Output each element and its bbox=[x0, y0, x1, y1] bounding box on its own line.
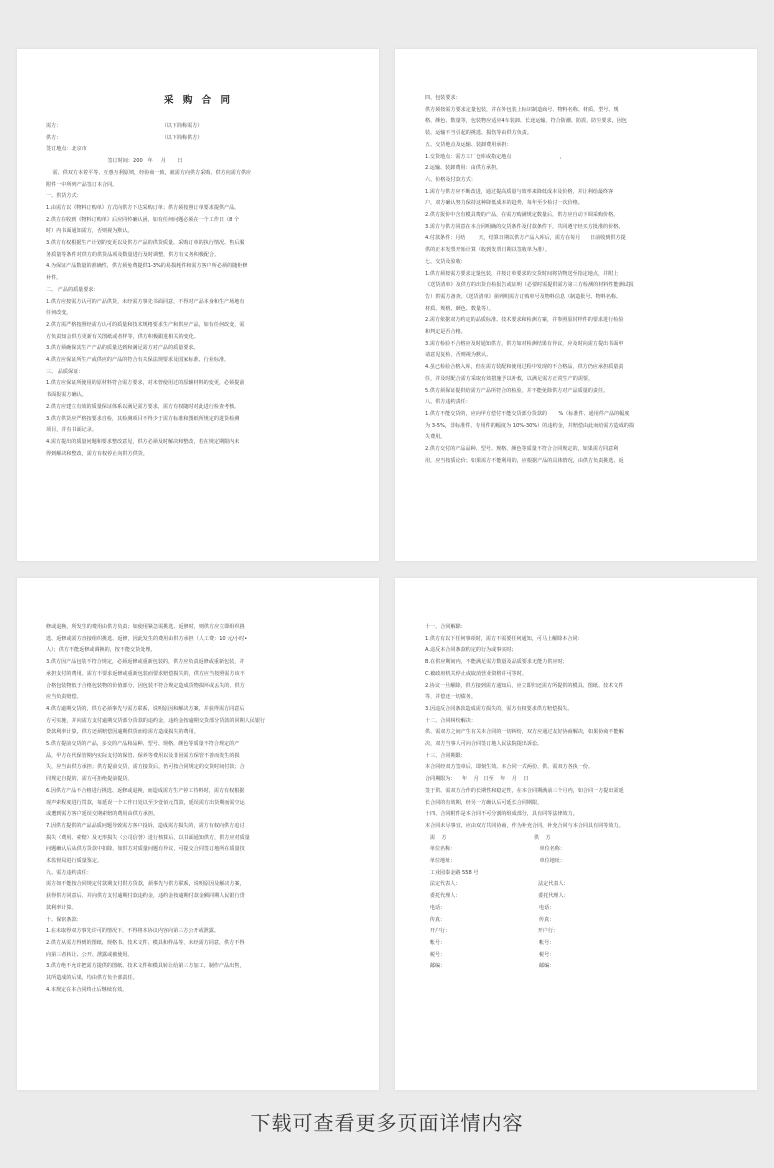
text-line: 损失（费用、索赔）及无形损失（公司信誉）进行核算后，以书面通知供方，供方应对质量 bbox=[46, 834, 250, 841]
document-page-3 bbox=[17, 578, 379, 1090]
text-line: 需 方 供 方 bbox=[425, 834, 551, 841]
text-line: 合格包装物低于合格包装物的价值部分，因包装不符合规定造成货物损坏或丢失的，供方 bbox=[46, 682, 245, 689]
text-line: 承担支付的费用。需方不要求返修或重新包装而要求赔偿损失的，供方应当按照需方该不 bbox=[46, 670, 245, 677]
text-line: 《送货清单》及供方的出货自检报告或证明（必要时需提供需方第三方检测的材料性能测试报 bbox=[425, 282, 634, 289]
text-line: 1.供方须按需方要求定量包装，并按订单要求的交货时间将货物送至指定地点，并附上 bbox=[425, 270, 619, 277]
text-line: 失，应当由供方承担；供方提前交货，需方接货后，仍可按合同规定的交货时间付款；合 bbox=[46, 764, 245, 771]
text-line: 项目，并有书面记录。 bbox=[46, 427, 97, 434]
text-line: 二、 产品的质量要求： bbox=[46, 286, 99, 293]
text-line: 任，并及时配合需方采取有效措施予以补救，以满足需方正常生产的需要。 bbox=[425, 375, 594, 382]
text-line: 三、 品质保证： bbox=[46, 368, 84, 375]
text-line: 4.需方提出的质量问题和要求整改意见，供方必须及时解决和整改，若在规定期限内未 bbox=[46, 438, 240, 445]
contract-title: 采 购 合 同 bbox=[164, 95, 233, 106]
text-line: 用，应当按质论价；如果需方不能利用的，应根据产品的具体情况，由供方负责挑选、返 bbox=[425, 457, 624, 464]
text-line: 1.供方应保证所使用的原材料符合需方要求，对未曾使用过的原辅材料的变更，必须提前 bbox=[46, 380, 245, 387]
text-line: 一、供货方式： bbox=[46, 193, 82, 200]
text-line: 2.供方交付的产品品种、型号、规格、颜色等质量不符合合同规定的，如果需方同意利 bbox=[425, 446, 619, 453]
text-line: 人）；供方不能返修或调换的，按不能交货处理。 bbox=[46, 647, 156, 654]
text-line: 3.需方检验不合格应及时通知供方，供方如对检测结果有异议，应及时向需方提出书面申 bbox=[425, 340, 624, 347]
text-line: 4.本规定在本合同终止后继续有效。 bbox=[46, 986, 128, 993]
text-line: 供的正本发票开始计算（收到发票日期以签收单为准）。 bbox=[425, 247, 550, 254]
text-line: 贷款利率计算，供方还须赔偿因逾期供货而给需方造成损失的费用。 bbox=[46, 729, 199, 736]
document-page-4 bbox=[395, 578, 757, 1090]
text-line: 修或退换，所发生的费用由供方负责；如使用紧急需挑选、返修时，则供方应立即组织挑 bbox=[46, 624, 245, 630]
text-line: 1.供方有以下任何事项时，需方不需要任何通知，可马上解除本合同： bbox=[425, 635, 583, 642]
text-line: 3.需方与供方同意在本合同明确的交货条件及付款条件下，共同遵守经买方批准的价格。 bbox=[425, 223, 624, 230]
text-line: 户，双方确认努力保持这种降低成本的趋势，每年至少检讨一次价格。 bbox=[425, 200, 583, 207]
download-more-caption[interactable]: 下载可查看更多页面详情内容 bbox=[250, 1111, 524, 1135]
text-line: 3.因违反合同条款造成需方损失的，需方有权要求供方赔偿损失。 bbox=[425, 705, 573, 712]
text-line: 邮编： 邮编： bbox=[425, 963, 555, 970]
text-line: 获得供方同意后，并向供方支付逾期付款违约金，违约金按逾期付款金额同期人民银行贷 bbox=[46, 893, 245, 900]
text-line: 问题确认后从供方货款中扣除，如供方对质量问题有异议，可提交合同签订地所在质量技 bbox=[46, 846, 245, 853]
text-line: 4.供方应保证所生产或供应的产品的符合有关保法规要求及国家标准、行业标准。 bbox=[46, 357, 230, 364]
document-page-1 bbox=[17, 49, 379, 561]
text-line: 签订地点：北京市 bbox=[46, 146, 87, 153]
text-line: 应当负责赔偿。 bbox=[46, 694, 82, 701]
text-line: 3.供方须确保其生产产品的质量达到和满足需方对产品的质量要求。 bbox=[46, 345, 199, 352]
text-line: 装、运输不当引起的挑选、损伤等由供方负责。 bbox=[425, 130, 532, 137]
text-line: 1.由需方以《物料订购单》方式向供方下达采购订单；供方须按照订单要求提供产品。 bbox=[46, 204, 240, 211]
text-line: 5.供方须保证提供给需方产品所符合的检验，并不能免除供方对产品质量的责任。 bbox=[425, 387, 609, 394]
text-line: 九、需方违约责任： bbox=[46, 869, 92, 876]
text-line: 失费用。 bbox=[425, 434, 446, 441]
text-line: 本合同未尽事宜，应由双方共同协商，作为补充合同，补充合同与本合同具有同等效力。 bbox=[425, 822, 624, 829]
text-line: 决，双方当事人可向合同签订地人民法院提出诉讼。 bbox=[425, 741, 543, 748]
text-line: 其所造成的后果，均由供方负全部责任。 bbox=[46, 975, 138, 982]
text-line: 为 3-5%，非标准件、专用件的幅度为 10%-30%）的违约金，并赔偿由此而给需方造成的损 bbox=[425, 422, 634, 429]
text-line: 签订时间：200 年 月 日 bbox=[46, 158, 183, 165]
text-line: 八、供方违约责任： bbox=[425, 399, 471, 406]
text-line: 2.供方在收到《物料订购单》后应同传确认函，如有任何问题必须在一个工作日（8 个 bbox=[46, 216, 240, 223]
text-line: 传真： 传真： bbox=[425, 916, 555, 923]
text-line: 供方须按需方要求定量包装，并在外包装上标识制造商号、物料名称、材质、型号、规 bbox=[425, 106, 619, 113]
text-line: 本合同经双方签章后，即刻生效。本合同一式两份，供、需双方各执一份。 bbox=[425, 764, 594, 771]
text-line: 向第三者转让、公开、泄露或被使用。 bbox=[46, 951, 133, 958]
text-line: 十三、合同期限： bbox=[425, 752, 466, 759]
document-page-2 bbox=[395, 49, 757, 561]
text-line: 术监督局进行质量鉴定。 bbox=[46, 858, 103, 865]
text-line: 2.供方需严格按照经需方认可的质量和技术规格要求生产和供应产品，如有任何改变，需 bbox=[46, 321, 245, 328]
text-line: 需方如不能按合同规定付款期支付供方货款，须事先与供方联系，说明原因及解决方案， bbox=[46, 881, 245, 888]
text-line: 时）内书面通知需方，否则视为默认。 bbox=[46, 228, 133, 235]
text-line: 供方： （以下简称供方） bbox=[46, 134, 203, 141]
text-line: 1.在未取得双方事先许可的情况下，不得将本协议内容向第三方公开或泄露。 bbox=[46, 928, 219, 935]
text-line: 2.供方报价中含有模具费的产品，在需方购满规定数量后，供方应自动下调采购价格。 bbox=[425, 212, 619, 219]
text-line: 3.供方因产品包装不符合规定，必须返修或重新包装的，供方应负责返修或重新包装，并 bbox=[46, 659, 245, 666]
text-line: 格、颜色、数量等，包装物应适应4车装卸、长途运输、符合防潮、防震、防尘要求，因包 bbox=[425, 118, 627, 125]
text-line: 七、交货及验收： bbox=[425, 258, 466, 265]
text-line: 6.因供方产品不合格进行挑选、返修或退换，而造成需方生产停工待料时，需方有权根据 bbox=[46, 787, 245, 794]
text-line: 2.供方应建立有效的质量保证体系以满足需方要求，需方有权随时对此进行检查考核。 bbox=[46, 403, 240, 410]
text-line: 选、返修或需方直接组织挑选、返修，因此发生的费用由供方承担（人工费：10 元/小时• bbox=[46, 635, 248, 642]
text-line: 需、供双方本着平等、互惠互利原则，经协商一致，就需方向供方采购、供方向需方供应 bbox=[46, 169, 252, 176]
text-line: 工业园泰金路 558 号 bbox=[425, 869, 479, 876]
text-line: 四、包装要求： bbox=[425, 95, 461, 101]
text-line: 4.供方逾期交货的，供方必须事先与需方联系，说明原因和解决方案，并获得需方同意后 bbox=[46, 705, 245, 712]
text-line: 长合同的有效期，经另一方确认后可延长合同期限。 bbox=[425, 799, 543, 806]
text-line: 4.为保证产品数量的准确性，供方须免费提供1-3%的易损耗件和需方客户所必须的随柜修 bbox=[46, 263, 248, 270]
text-line: 3.供方绝不允许把需方提供的图纸、技术文件和模具转让给第三方加工、制作产品出售， bbox=[46, 963, 245, 970]
text-line: 7.因供方提供的产品品质问题导致需方客户投诉，造成需方损失的，需方有权向供方追讨 bbox=[46, 822, 245, 829]
text-line: 现声索程度进行罚款，每延误一个工作日处以至少壹佰元罚款，延误需方出货期而需空运 bbox=[46, 799, 245, 806]
text-line: 1.需方与供方应不断改进，通过提高质量与效率来降低成本及价格，并让利给最终客 bbox=[425, 188, 614, 195]
text-line: 法定代表人： 法定代表人： bbox=[425, 881, 569, 888]
text-line: 单位名称： 单位名称： bbox=[425, 846, 565, 853]
text-line: 十二、合同纠纷解决： bbox=[425, 717, 476, 724]
text-line: 1.供方应按需方认可的产品供货，未经需方事先书面同意，不得对产品本身和生产场地有 bbox=[46, 298, 245, 305]
text-line: 务质量等条件对供方的供货品项及数量进行及时调整，供方有义务积极配合。 bbox=[46, 251, 220, 258]
text-line: 委托代理人： 委托代理人： bbox=[425, 893, 569, 900]
text-line: 4.虽已检验合格入库，但在需方装配和使用过程中发现的不合格品，供方仍应承担质量责 bbox=[425, 364, 624, 371]
text-line: 告）供需方备查。《送货清单》须列明需方订购单号及物料信息（制造批号、物料名称、 bbox=[425, 293, 622, 300]
text-line: 税号： 税号： bbox=[425, 951, 555, 958]
text-line: 5.供方提前交货的产品，多交的产品和品种、型号、规格、颜色等质量不符合规定的产 bbox=[46, 741, 240, 748]
text-line: 十、保密条款： bbox=[46, 916, 82, 923]
text-line: 方可实施，并向需方支付逾期交货部分货款的违约金，违约金按逾期交货部分货款的同期人民银行 bbox=[46, 717, 266, 724]
text-line: 款利率计算。 bbox=[46, 904, 77, 911]
text-line: B.在供应期间内，不能满足需方数量及品质要求无能力供应时； bbox=[425, 659, 568, 666]
text-line: 六、价格及付款方式： bbox=[425, 176, 476, 183]
text-line: 单位地址： 单位地址： bbox=[425, 858, 565, 865]
text-line: 十四、合同附件是本合同不可分割的组成部分，具有同等法律效力。 bbox=[425, 811, 578, 818]
page-1-body bbox=[46, 121, 351, 460]
page-3-body bbox=[46, 622, 351, 997]
text-line: A.违反本合同条款约定的行为或事实时； bbox=[425, 647, 517, 654]
text-line: 十一、合同解除： bbox=[425, 624, 466, 630]
text-line: 附件一中所列产品签订本合同。 bbox=[46, 181, 118, 188]
text-line: 品，甲方在代保管期内实际支付的保管、保养等费用以及非因需方保管不善而发生的损 bbox=[46, 752, 240, 759]
page-2-body bbox=[425, 93, 729, 468]
text-line: C.被政府机关停止或取消营业资格许可等时。 bbox=[425, 670, 527, 677]
text-line: 2.需方依据双方约定的品质标准、技术要求和检测方案，并参照原封样件的要求进行检验 bbox=[425, 317, 624, 324]
text-line: 同规定自提的，需方可拒绝提前提货。 bbox=[46, 776, 133, 783]
text-line: 或遭到需方客户延误交期索赔的费用由供方承担。 bbox=[46, 811, 159, 818]
text-line: 供、需双方之间产生有关本合同的一切纠纷，双方应通过友好协商解决，如果协商不能解 bbox=[425, 729, 624, 736]
text-line: 任何改变。 bbox=[46, 310, 72, 317]
text-line: 请意见复检，否则视为默认。 bbox=[425, 352, 492, 359]
text-line: 补件。 bbox=[46, 275, 62, 282]
text-line: 得到解决和整改，需方有权停止向供方供货。 bbox=[46, 450, 148, 457]
text-line: 需方： （以下简称需方） bbox=[46, 123, 203, 129]
text-line: 开户行： 开户行： bbox=[425, 928, 559, 935]
page-4-body bbox=[425, 622, 729, 973]
text-line: 1.供方不能交货的，应向甲方偿付不能交货部分货款的 %（标准件、通用件产品的幅度 bbox=[425, 410, 630, 417]
text-line: 五、交货地点及运输、装卸费用承担： bbox=[425, 141, 512, 148]
text-line: 签于供、需双方合作的长期性和稳定性，在本合同期满前三个月内，如合同一方提出需延 bbox=[425, 787, 624, 794]
text-line: 1.交货地点：需方工厂仓库或指定地点 ， bbox=[425, 153, 566, 160]
text-line: 合同期限为： 年 月 日至 年 月 日 bbox=[425, 776, 529, 783]
text-line: 电话： 电话： bbox=[425, 904, 555, 911]
text-line: 2.协议一旦解除，供方接到需方通知后，应立即归还需方所提供的模具、图纸、技术文件 bbox=[425, 682, 624, 689]
text-line: 帐号： 帐号： bbox=[425, 939, 555, 946]
text-line: 等，并偿还一切债务。 bbox=[425, 694, 476, 701]
text-line: 和判定是否合格。 bbox=[425, 329, 466, 336]
text-line: 书面报需方确认。 bbox=[46, 392, 87, 399]
text-line: 材质、规格、颜色、数量等）。 bbox=[425, 305, 494, 312]
text-line: 2.运输、装卸费用：由供方承担。 bbox=[425, 165, 502, 172]
text-line: 2.供方从需方得到的图纸、规格书、技术文件、模具和样品等，未经需方同意，供方不得 bbox=[46, 939, 245, 946]
text-line: 方负责知会供方更新有关图纸或者样等，供方积极跟进相关的变化。 bbox=[46, 333, 199, 340]
text-line: 3.供方有权根据生产计划的变更以及供方产品的供货质量、采购订单的执行情况、售后服 bbox=[46, 240, 245, 247]
text-line: 3.供方供货应严格按要求自检，其检测项目不得少于需方标准和图纸所规定的进货检测 bbox=[46, 415, 240, 422]
text-line: 4.付款条件：月结 天，结算日期以供方产品入库后，需方在每月 日前收到供方提 bbox=[425, 235, 626, 242]
